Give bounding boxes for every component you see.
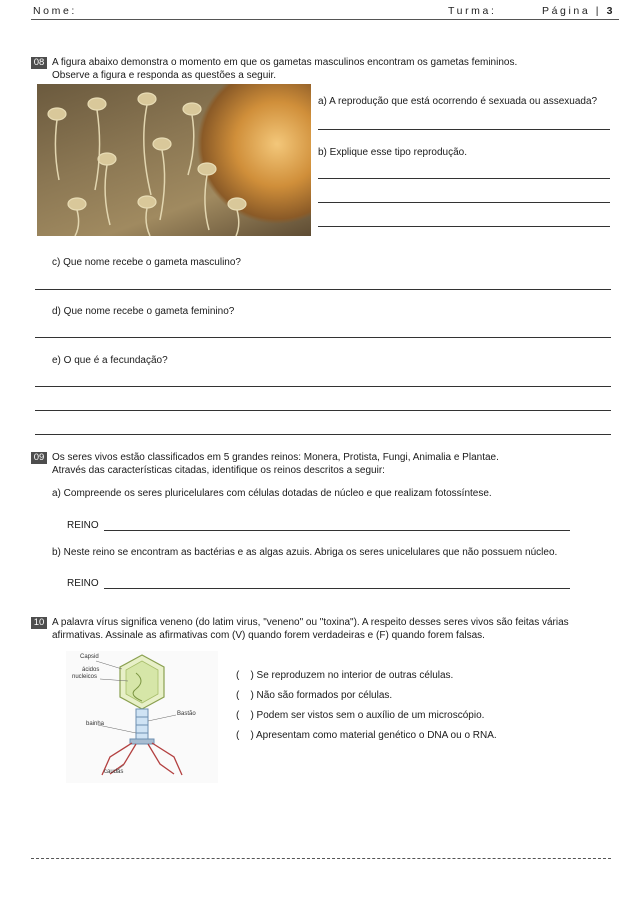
label-capsid: Capsid [80,654,99,660]
sperm-cells-illustration [37,84,311,236]
true-false-item-2[interactable]: ( ) Não são formados por células. [236,690,393,701]
true-false-item-3[interactable]: ( ) Podem ser vistos sem o auxílio de um microscópio. [236,710,485,721]
label-bastao: Bastão [177,711,196,717]
answer-line-b1[interactable] [318,178,610,179]
header-divider [31,19,619,20]
q09-intro-line2: Através das características citadas, identifique os reinos descritos a seguir: [52,465,385,476]
q08-intro-line1: A figura abaixo demonstra o momento em que os gametas masculinos encontram os gametas femininos. [52,57,518,68]
footer-divider [31,858,611,859]
q08-intro-line2: Observe a figura e responda as questões a seguir. [52,70,277,81]
turma-label: Turma: [448,5,497,17]
bacteriophage-figure [66,651,218,783]
q09-reino-a-label: REINO [67,520,99,531]
q10-intro-line1: A palavra vírus significa veneno (do latim virus, "veneno" ou "toxina"). A respeito desses seres vivos são feitas várias [52,617,569,628]
q08-item-b: b) Explique esse tipo reprodução. [318,147,467,158]
label-acidos: ácidos [82,667,100,673]
answer-line-e2[interactable] [35,410,611,411]
answer-line-b3[interactable] [318,226,610,227]
nome-label: Nome: [33,5,77,17]
answer-line-c[interactable] [35,289,611,290]
page-number: 3 [606,5,613,17]
answer-line-a[interactable] [318,129,610,130]
page-header [0,0,638,18]
reino-answer-line-b[interactable] [104,588,570,589]
q09-item-b: b) Neste reino se encontram as bactérias e as algas azuis. Abriga os seres unicelulares que não possuem núcleo. [52,547,558,558]
q08-item-d: d) Que nome recebe o gameta feminino? [52,306,235,317]
true-false-item-4[interactable]: ( ) Apresentam como material genético o DNA ou o RNA. [236,730,497,741]
pagina-label: Página | 3 [542,5,613,17]
q08-item-a: a) A reprodução que está ocorrendo é sexuada ou assexuada? [318,96,598,107]
q09-intro-line1: Os seres vivos estão classificados em 5 grandes reinos: Monera, Protista, Fungi, Animalia e Plantae. [52,452,499,463]
q10-intro-line2: afirmativas. Assinale as afirmativas com (V) quando forem verdadeiras e (F) quando forem falsas. [52,630,485,641]
q09-item-a: a) Compreende os seres pluricelulares com células dotadas de núcleo e que realizam fotossíntese. [52,488,492,499]
gametes-photo [37,84,311,236]
answer-line-d[interactable] [35,337,611,338]
true-false-item-1[interactable]: ( ) Se reproduzem no interior de outras células. [236,670,454,681]
label-bainha: bainha [86,721,105,727]
question-number-10: 10 [31,617,47,629]
label-caudas: caudas [104,769,124,775]
reino-answer-line-a[interactable] [104,530,570,531]
question-number-09: 09 [31,452,47,464]
q09-reino-b-label: REINO [67,578,99,589]
question-number-08: 08 [31,57,47,69]
answer-line-e1[interactable] [35,386,611,387]
answer-line-e3[interactable] [35,434,611,435]
q08-item-e: e) O que é a fecundação? [52,355,168,366]
label-nucleicos: nucleicos [72,674,98,680]
answer-line-b2[interactable] [318,202,610,203]
q08-item-c: c) Que nome recebe o gameta masculino? [52,257,241,268]
